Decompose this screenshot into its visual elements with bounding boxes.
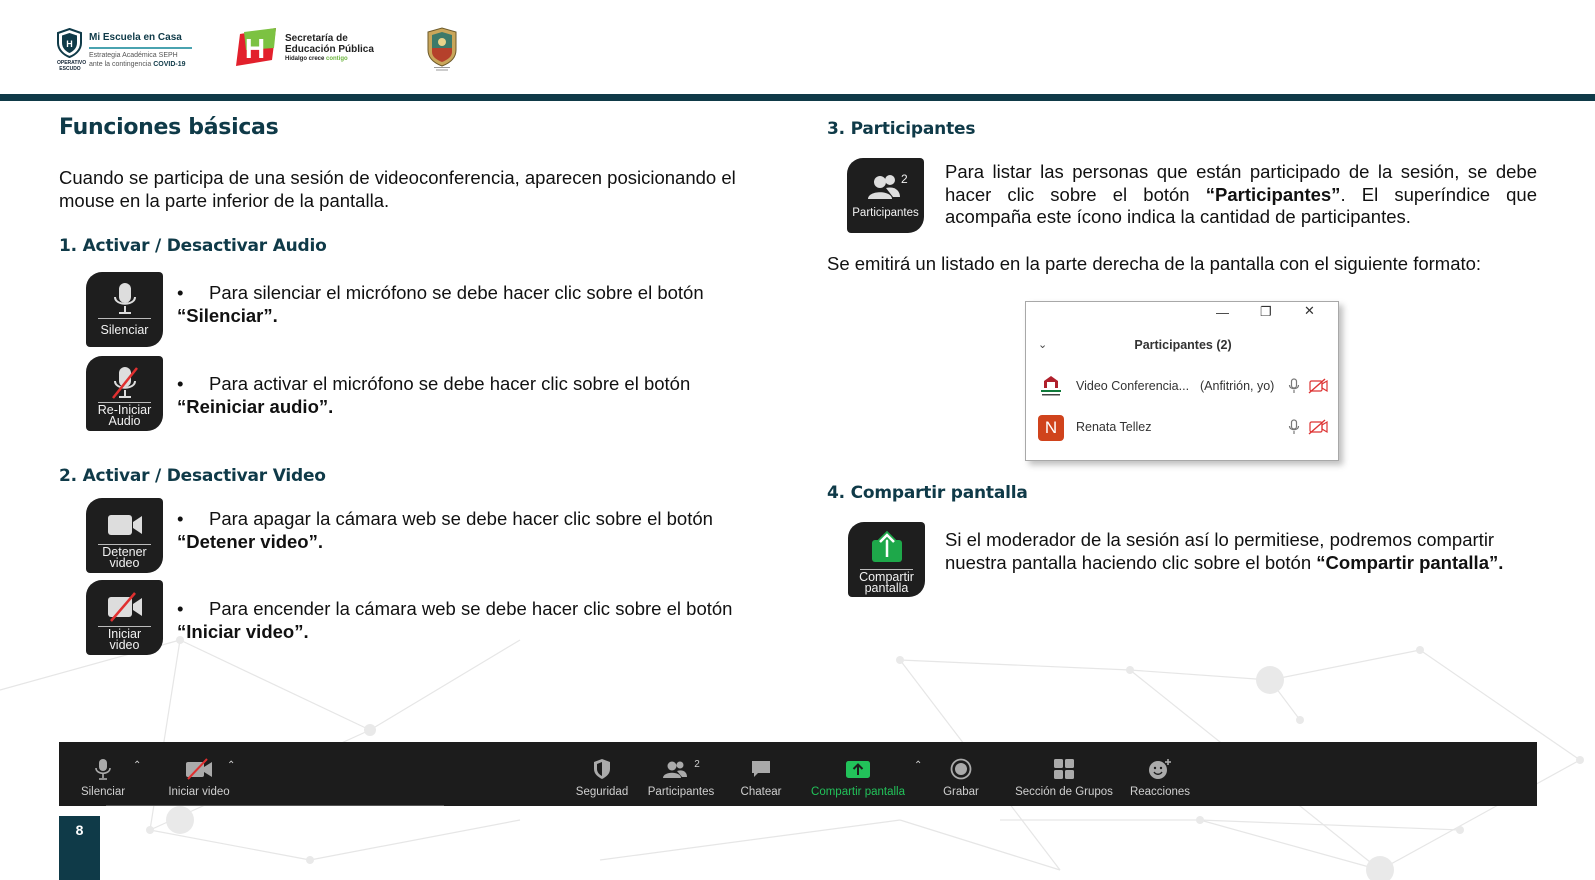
unmute-instruction bbox=[177, 372, 777, 418]
share-tile-label-2: pantalla bbox=[864, 581, 909, 595]
toolbar-chat-button[interactable] bbox=[731, 742, 791, 806]
bullet: • bbox=[177, 598, 184, 619]
video-heading: 2. Activar / Desactivar Video bbox=[59, 466, 326, 486]
logo-subtitle bbox=[89, 51, 186, 69]
share-options-caret-icon[interactable]: ⌃ bbox=[914, 760, 923, 771]
participants-text-bold: “Participantes” bbox=[1205, 183, 1341, 205]
page-number: 8 bbox=[59, 816, 100, 880]
start-video-bold: “Iniciar video”. bbox=[177, 621, 309, 642]
video-camera-off-icon bbox=[86, 588, 163, 626]
toolbar-participants-count: 2 bbox=[694, 758, 700, 770]
panel-title: Participantes (2) bbox=[1134, 338, 1232, 352]
logo-divider bbox=[89, 47, 192, 49]
video-camera-icon bbox=[86, 506, 163, 544]
chevron-down-icon[interactable]: ⌄ bbox=[1038, 339, 1048, 351]
microphone-icon bbox=[73, 757, 133, 781]
toolbar-security-label: Seguridad bbox=[575, 786, 629, 798]
share-heading: 4. Compartir pantalla bbox=[827, 483, 1028, 503]
participant-row[interactable] bbox=[1038, 374, 1328, 400]
start-video-label-1: Iniciar bbox=[107, 627, 142, 641]
participant-avatar: N bbox=[1038, 415, 1064, 441]
video-options-caret-icon[interactable]: ⌃ bbox=[227, 760, 236, 771]
share-text-bold: “Compartir pantalla”. bbox=[1316, 551, 1504, 573]
microphone-icon[interactable] bbox=[1288, 419, 1300, 435]
participants-list-intro: Se emitirá un listado en la parte derecha de la pantalla con el siguiente formato: bbox=[827, 253, 1482, 274]
start-video-tile-label bbox=[86, 629, 163, 651]
toolbar-record-button[interactable] bbox=[931, 742, 991, 806]
toolbar-underline bbox=[106, 805, 444, 806]
start-video-text: Para encender la cámara web se debe hacer clic sobre el botón bbox=[209, 598, 733, 619]
unmute-text: Para activar el micrófono se debe hacer clic sobre el botón bbox=[209, 373, 691, 394]
unmute-tile-label-2: Audio bbox=[108, 414, 141, 428]
bullet: • bbox=[177, 282, 184, 303]
toolbar-breakout-label: Sección de Grupos bbox=[1015, 786, 1113, 798]
shield-caption: OPERATIVO ESCUDO bbox=[57, 60, 87, 72]
svg-text:H: H bbox=[66, 39, 73, 49]
hidalgo-h-icon bbox=[234, 28, 276, 66]
mi-escuela-logo bbox=[57, 28, 207, 70]
share-screen-icon bbox=[848, 528, 925, 566]
toolbar-participants-button[interactable] bbox=[643, 742, 719, 806]
mute-instruction bbox=[177, 281, 777, 327]
start-video-tile bbox=[86, 580, 163, 655]
logo-line-2-bold: COVID-19 bbox=[153, 61, 186, 68]
restore-icon[interactable]: ❐ bbox=[1260, 304, 1272, 319]
participants-heading: 3. Participantes bbox=[827, 119, 976, 139]
mute-bold: “Silenciar”. bbox=[177, 305, 278, 326]
zoom-toolbar bbox=[59, 742, 1537, 806]
share-screen-icon bbox=[805, 757, 911, 781]
stop-video-label-2: video bbox=[109, 556, 140, 570]
microphone-muted-icon bbox=[86, 364, 163, 402]
participants-text-2: . El superíndice que acompaña este ícono indica la cantidad de participantes. bbox=[945, 183, 1537, 227]
tagline-highlight: contigo bbox=[326, 56, 348, 62]
shield-icon bbox=[569, 757, 635, 781]
tagline-prefix: Hidalgo crece bbox=[285, 56, 327, 62]
toolbar-record-label: Grabar bbox=[943, 786, 979, 798]
unmute-bold: “Reiniciar audio”. bbox=[177, 396, 334, 417]
logo-line-2: ante la contingencia bbox=[89, 61, 154, 68]
bullet: • bbox=[177, 373, 184, 394]
toolbar-mute-label: Silenciar bbox=[80, 786, 126, 798]
share-tile-label-1: Compartir bbox=[859, 570, 914, 584]
microphone-icon bbox=[86, 280, 163, 318]
stop-video-tile-label bbox=[86, 547, 163, 569]
mute-tile-label: Silenciar bbox=[100, 323, 149, 337]
participants-text-1: Para listar las personas que están participado de la sesión, se debe hacer clic sobre el botón bbox=[945, 161, 1537, 205]
participant-row[interactable] bbox=[1038, 415, 1328, 441]
toolbar-reactions-label: Reacciones bbox=[1129, 786, 1191, 798]
header-rule bbox=[0, 94, 1595, 101]
stop-video-label-1: Detener bbox=[102, 545, 147, 559]
unmute-tile bbox=[86, 356, 163, 431]
toolbar-share-button[interactable] bbox=[805, 742, 911, 806]
share-tile bbox=[848, 522, 925, 597]
toolbar-reactions-button[interactable] bbox=[1125, 742, 1195, 806]
seph-tagline bbox=[285, 56, 348, 62]
seph-title bbox=[285, 33, 374, 55]
grid-icon bbox=[1013, 757, 1115, 781]
emoji-add-icon bbox=[1125, 757, 1195, 781]
toolbar-security-button[interactable] bbox=[569, 742, 635, 806]
svg-text:H: H bbox=[244, 33, 266, 64]
minimize-icon[interactable]: — bbox=[1216, 305, 1229, 320]
school-logo-avatar-icon bbox=[1038, 374, 1064, 400]
participant-name: Renata Tellez bbox=[1076, 420, 1152, 434]
bullet: • bbox=[177, 508, 184, 529]
audio-heading: 1. Activar / Desactivar Audio bbox=[59, 236, 327, 256]
escudo-shield-icon bbox=[57, 28, 82, 58]
participants-tile bbox=[847, 158, 924, 233]
participants-panel bbox=[1025, 301, 1339, 461]
state-emblem-icon bbox=[424, 26, 460, 72]
share-tile-label bbox=[848, 572, 925, 594]
participant-name: Video Conferencia... bbox=[1076, 379, 1190, 393]
page-title: Funciones básicas bbox=[59, 115, 279, 140]
stop-video-bold: “Detener video”. bbox=[177, 531, 323, 552]
microphone-icon[interactable] bbox=[1288, 378, 1300, 394]
seph-title-line-2: Educación Pública bbox=[285, 44, 374, 55]
logo-line-1: Estrategia Académica SEPH bbox=[89, 52, 178, 59]
page-header bbox=[0, 0, 1595, 94]
tile-underline bbox=[98, 318, 151, 319]
video-off-icon[interactable] bbox=[1308, 378, 1328, 394]
mute-options-caret-icon[interactable]: ⌃ bbox=[133, 760, 142, 771]
share-description bbox=[945, 529, 1545, 574]
seph-logo bbox=[234, 28, 384, 70]
stop-video-tile bbox=[86, 498, 163, 573]
toolbar-start-video-label: Iniciar video bbox=[168, 786, 230, 798]
toolbar-start-video-button[interactable] bbox=[159, 742, 239, 806]
participants-count-badge: 2 bbox=[901, 172, 908, 186]
participants-tile-label: Participantes bbox=[852, 207, 919, 219]
share-text: Si el moderador de la sesión así lo permitiese, podremos compartir nuestra pantalla haciendo clic sobre el botón bbox=[945, 529, 1495, 573]
unmute-tile-label bbox=[86, 405, 163, 427]
participants-icon bbox=[643, 757, 719, 781]
toolbar-chat-label: Chatear bbox=[740, 786, 782, 798]
stop-video-instruction bbox=[177, 507, 777, 553]
start-video-instruction bbox=[177, 597, 797, 643]
participants-description bbox=[945, 161, 1537, 229]
participants-icon bbox=[847, 168, 924, 206]
mute-text: Para silenciar el micrófono se debe hacer clic sobre el botón bbox=[209, 282, 704, 303]
seph-title-line-1: Secretaría de bbox=[285, 33, 348, 44]
record-icon bbox=[931, 757, 991, 781]
stop-video-text: Para apagar la cámara web se debe hacer clic sobre el botón bbox=[209, 508, 713, 529]
participant-role: (Anfitrión, yo) bbox=[1200, 379, 1275, 393]
toolbar-breakout-button[interactable] bbox=[1013, 742, 1115, 806]
start-video-label-2: video bbox=[109, 638, 140, 652]
chat-icon bbox=[731, 757, 791, 781]
video-off-icon[interactable] bbox=[1308, 419, 1328, 435]
toolbar-mute-button[interactable] bbox=[73, 742, 133, 806]
toolbar-participants-label: Participantes bbox=[647, 786, 715, 798]
mute-tile bbox=[86, 272, 163, 347]
unmute-tile-label-1: Re-Iniciar bbox=[97, 403, 152, 417]
intro-text: Cuando se participa de una sesión de videoconferencia, aparecen posicionando el mouse en la parte inferior de la pantalla. bbox=[59, 167, 736, 211]
close-icon[interactable]: ✕ bbox=[1304, 303, 1315, 318]
logo-title: Mi Escuela en Casa bbox=[89, 32, 182, 43]
toolbar-share-label: Compartir pantalla bbox=[811, 786, 905, 798]
